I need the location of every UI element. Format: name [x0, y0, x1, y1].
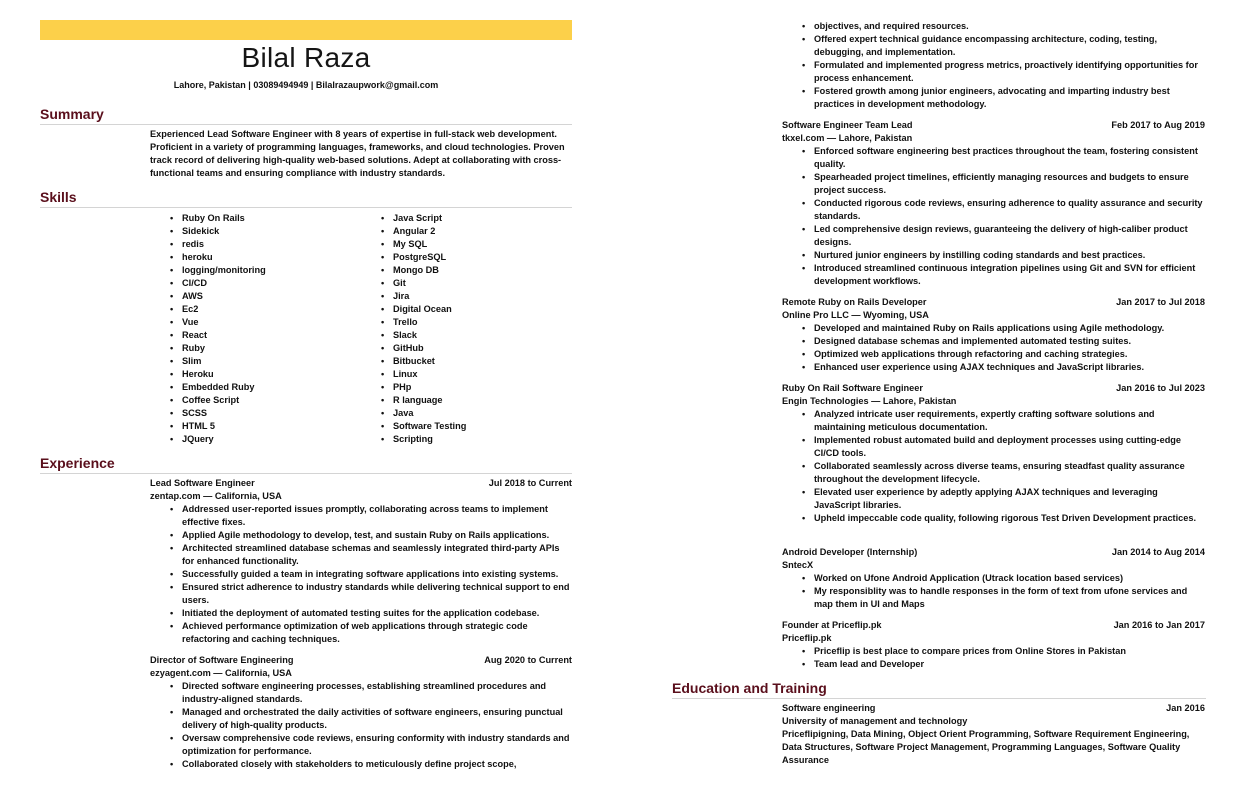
candidate-name: Bilal Raza — [241, 42, 371, 73]
skills-list-1 — [170, 212, 266, 446]
job-bullet: • Managed and orchestrated the daily activities of software engineers, ensuring punctual delivery of high-quality products. — [182, 706, 572, 732]
job-company: SntecX — [782, 560, 814, 570]
job-dates: Jan 2017 to Jul 2018 — [1116, 297, 1205, 307]
education-details: Priceflipigning, Data Mining, Object Orient Programming, Software Requirement Engineering, Data Structures, Software Project Management, Programming Languages, Software Quality Assurance — [782, 729, 1190, 765]
job-bullet: • Formulated and implemented progress metrics, proactively identifying opportunities for process enhancement. — [814, 59, 1205, 85]
job-dates: Jan 2016 to Jan 2017 — [1113, 620, 1205, 630]
skill-item: • PostgreSQL — [381, 251, 466, 264]
job-entry — [782, 619, 1205, 671]
skill-item: • Software Testing — [381, 420, 466, 433]
skills-rule — [40, 207, 572, 208]
experience-rule — [40, 473, 572, 474]
skill-item: • Mongo DB — [381, 264, 466, 277]
job-bullet: • Offered expert technical guidance encompassing architecture, coding, testing, debugging, and implementation. — [814, 33, 1205, 59]
job-dates: Jul 2018 to Current — [488, 478, 572, 488]
job-entry — [782, 296, 1205, 374]
skills-heading: Skills — [40, 189, 77, 205]
skill-item: • CI/CD — [170, 277, 266, 290]
skill-item: • Embedded Ruby — [170, 381, 266, 394]
job-continuation — [782, 20, 1205, 111]
summary-text: Experienced Lead Software Engineer with 8 years of expertise in full-stack web development. Proficient in a variety of programming languages, frameworks, and cloud technologies. Proven track record of delivering high-quality web-based solutions. Adept at collaborating with cross-functional teams and ensuring compliance with industry standards. — [150, 129, 565, 178]
skill-item: • Git — [381, 277, 466, 290]
job-bullet: • Collaborated seamlessly across diverse teams, ensuring steadfast quality assurance throughout the development lifecycle. — [814, 460, 1205, 486]
job-company: Engin Technologies — Lahore, Pakistan — [782, 396, 957, 406]
skill-item: • Linux — [381, 368, 466, 381]
job-bullet: • Addressed user-reported issues promptly, collaborating across teams to implement effective fixes. — [182, 503, 572, 529]
job-bullet: • Spearheaded project timelines, efficiently managing resources and budgets to ensure project success. — [814, 171, 1205, 197]
school-name: University of management and technology — [782, 716, 968, 726]
right-column — [672, 0, 1206, 792]
skill-item: • React — [170, 329, 266, 342]
skill-item: • Java Script — [381, 212, 466, 225]
skill-item: • PHp — [381, 381, 466, 394]
job-bullet: • Team lead and Developer — [814, 658, 1205, 671]
job-bullet: • Oversaw comprehensive code reviews, ensuring conformity with industry standards and optimization for performance. — [182, 732, 572, 758]
job-company: tkxel.com — Lahore, Pakistan — [782, 133, 913, 143]
left-column — [40, 0, 572, 792]
skill-item: • Scripting — [381, 433, 466, 446]
skill-item: • Digital Ocean — [381, 303, 466, 316]
accent-bar — [40, 20, 572, 40]
skill-item: • logging/monitoring — [170, 264, 266, 277]
job-bullet: • Fostered growth among junior engineers, advocating and imparting industry best practices in development methodology. — [814, 85, 1205, 111]
job-bullet: • Designed database schemas and implemented automated testing suites. — [814, 335, 1205, 348]
education-entry — [782, 702, 1205, 767]
job-entry — [150, 477, 572, 646]
job-bullet: • Conducted rigorous code reviews, ensuring adherence to quality assurance and security standards. — [814, 197, 1205, 223]
job-bullet: • Directed software engineering processes, establishing streamlined procedures and industry-aligned standards. — [182, 680, 572, 706]
skill-item: • My SQL — [381, 238, 466, 251]
summary-heading: Summary — [40, 106, 104, 122]
degree-title: Software engineering — [782, 703, 876, 713]
skill-item: • Ec2 — [170, 303, 266, 316]
job-bullet: • Implemented robust automated build and deployment processes using cutting-edge CI/CD tools. — [814, 434, 1205, 460]
contact-line: Lahore, Pakistan | 03089494949 | Bilalrazaupwork@gmail.com — [173, 80, 439, 90]
job-entry — [782, 546, 1205, 611]
job-bullet: • Worked on Ufone Android Application (Utrack location based services) — [814, 572, 1205, 585]
job-bullet: • Collaborated closely with stakeholders to meticulously define project scope, — [182, 758, 572, 771]
job-bullet: • Elevated user experience by adeptly applying AJAX techniques and leveraging JavaScript libraries. — [814, 486, 1205, 512]
job-bullet: • My responsiblity was to handle responses in the form of text from ufone services and map them in UI and Maps — [814, 585, 1205, 611]
skill-item: • Slack — [381, 329, 466, 342]
job-bullet: • Enhanced user experience using AJAX techniques and JavaScript libraries. — [814, 361, 1205, 374]
skill-item: • Trello — [381, 316, 466, 329]
job-bullet: • Introduced streamlined continuous integration pipelines using Git and SVN for efficient development workflows. — [814, 262, 1205, 288]
skill-item: • Coffee Script — [170, 394, 266, 407]
skill-item: • redis — [170, 238, 266, 251]
job-bullet: • Nurtured junior engineers by instilling coding standards and best practices. — [814, 249, 1205, 262]
job-company: zentap.com — California, USA — [150, 491, 282, 501]
job-title: Remote Ruby on Rails Developer — [782, 297, 927, 307]
skill-item: • Heroku — [170, 368, 266, 381]
job-entry — [782, 382, 1205, 525]
summary-rule — [40, 124, 572, 125]
job-bullet: • Led comprehensive design reviews, guaranteeing the delivery of high-caliber product designs. — [814, 223, 1205, 249]
job-company: Priceflip.pk — [782, 633, 832, 643]
job-dates: Jan 2014 to Aug 2014 — [1111, 547, 1205, 557]
job-bullet: • Achieved performance optimization of web applications through strategic code refactoring and caching techniques. — [182, 620, 572, 646]
skill-item: • Ruby — [170, 342, 266, 355]
job-dates: Feb 2017 to Aug 2019 — [1111, 120, 1205, 130]
skills-list-2 — [381, 212, 466, 446]
skill-item: • Slim — [170, 355, 266, 368]
job-company: ezyagent.com — California, USA — [150, 668, 292, 678]
skill-item: • GitHub — [381, 342, 466, 355]
job-bullet: • Architected streamlined database schemas and seamlessly integrated third-party APIs for enhanced functionality. — [182, 542, 572, 568]
job-company: Online Pro LLC — Wyoming, USA — [782, 310, 929, 320]
skill-item: • heroku — [170, 251, 266, 264]
job-bullet: • Optimized web applications through refactoring and caching strategies. — [814, 348, 1205, 361]
job-bullet-continued: • objectives, and required resources. — [814, 20, 1205, 33]
skill-item: • SCSS — [170, 407, 266, 420]
job-bullet: • Initiated the deployment of automated testing suites for the application codebase. — [182, 607, 572, 620]
job-title: Android Developer (Internship) — [782, 547, 918, 557]
job-dates: Aug 2020 to Current — [484, 655, 572, 665]
job-title: Founder at Priceflip.pk — [782, 620, 882, 630]
skill-item: • Jira — [381, 290, 466, 303]
job-bullet: • Analyzed intricate user requirements, expertly crafting software solutions and maintaining meticulous documentation. — [814, 408, 1205, 434]
job-bullet: • Applied Agile methodology to develop, test, and sustain Ruby on Rails applications. — [182, 529, 572, 542]
job-bullet: • Priceflip is best place to compare prices from Online Stores in Pakistan — [814, 645, 1205, 658]
experience-heading: Experience — [40, 455, 115, 471]
job-dates: Jan 2016 to Jul 2023 — [1116, 383, 1205, 393]
job-entry — [782, 119, 1205, 288]
education-rule — [672, 698, 1206, 699]
skill-item: • Angular 2 — [381, 225, 466, 238]
job-title: Director of Software Engineering — [150, 655, 294, 665]
skill-item: • AWS — [170, 290, 266, 303]
job-bullet: • Enforced software engineering best practices throughout the team, fostering consistent quality. — [814, 145, 1205, 171]
skill-item: • Ruby On Rails — [170, 212, 266, 225]
job-title: Ruby On Rail Software Engineer — [782, 383, 923, 393]
skill-item: • Java — [381, 407, 466, 420]
education-date: Jan 2016 — [1166, 703, 1205, 713]
job-title: Lead Software Engineer — [150, 478, 255, 488]
job-title: Software Engineer Team Lead — [782, 120, 913, 130]
skill-item: • R language — [381, 394, 466, 407]
skill-item: • Vue — [170, 316, 266, 329]
job-bullet: • Ensured strict adherence to industry standards while delivering technical support to end users. — [182, 581, 572, 607]
job-entry — [150, 654, 572, 771]
job-bullet: • Successfully guided a team in integrating software applications into existing systems. — [182, 568, 572, 581]
skill-item: • JQuery — [170, 433, 266, 446]
job-bullet: • Upheld impeccable code quality, following rigorous Test Driven Development practices. — [814, 512, 1205, 525]
job-bullet: • Developed and maintained Ruby on Rails applications using Agile methodology. — [814, 322, 1205, 335]
skill-item: • Bitbucket — [381, 355, 466, 368]
skill-item: • Sidekick — [170, 225, 266, 238]
education-heading: Education and Training — [672, 680, 827, 696]
skill-item: • HTML 5 — [170, 420, 266, 433]
